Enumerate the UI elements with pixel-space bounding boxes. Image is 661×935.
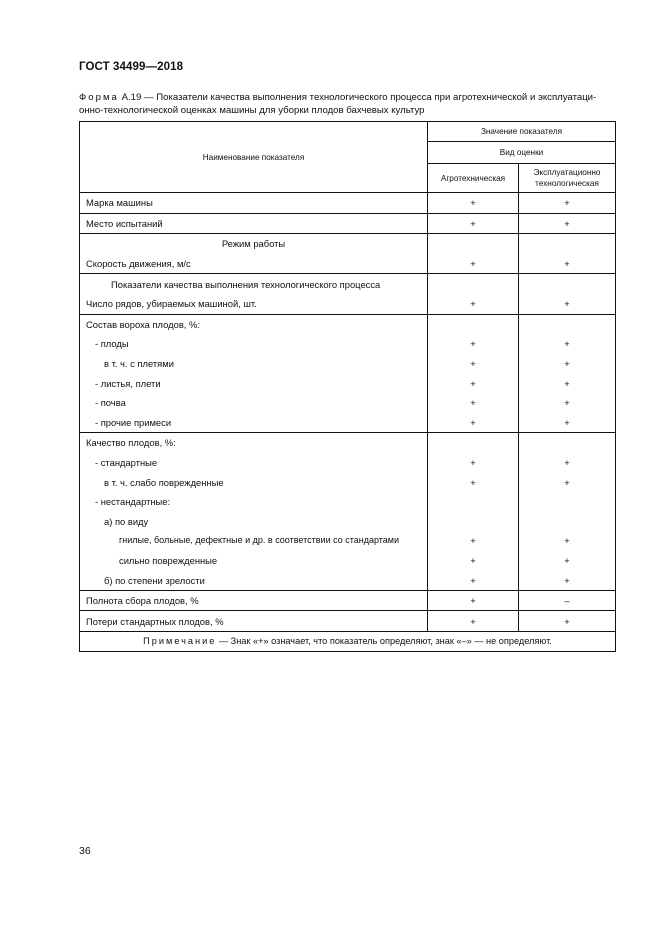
mark-expl [519, 433, 616, 453]
mark-agro: + [428, 570, 519, 590]
mark-expl [519, 314, 616, 334]
row-label: гнилые, больные, дефектные и др. в соответствии со стандартами [80, 531, 428, 551]
mark-agro [428, 314, 519, 334]
mark-expl [519, 274, 616, 294]
table-row [80, 334, 616, 354]
row-label: а) по виду [80, 512, 428, 532]
table-row [80, 433, 616, 453]
row-label: Качество плодов, %: [80, 433, 428, 453]
mark-agro [428, 492, 519, 512]
table-row [80, 314, 616, 334]
col-header-value: Значение показателя [428, 122, 616, 142]
mark-agro: + [428, 551, 519, 571]
row-label: Скорость движения, м/с [80, 254, 428, 274]
mark-expl: + [519, 570, 616, 590]
row-label: - почва [80, 393, 428, 413]
col-header-expl-text: Эксплуатационно технологическая [533, 168, 601, 188]
table-row [80, 551, 616, 571]
note-word: Примечание [143, 636, 217, 647]
mark-agro: + [428, 413, 519, 433]
mark-agro [428, 274, 519, 294]
row-label: Число рядов, убираемых машиной, шт. [80, 294, 428, 314]
section-label: Режим работы [80, 234, 428, 254]
row-label: б) по степени зрелости [80, 570, 428, 590]
section-label: Показатели качества выполнения технологического процесса [80, 274, 428, 294]
row-label: в т. ч. с плетями [80, 354, 428, 374]
row-label: - листья, плети [80, 373, 428, 393]
row-label: сильно поврежденные [80, 551, 428, 571]
row-label: в т. ч. слабо поврежденные [80, 472, 428, 492]
row-label: Потери стандартных плодов, % [80, 611, 428, 632]
table-row [80, 611, 616, 632]
table-row [80, 254, 616, 274]
mark-expl: + [519, 213, 616, 234]
table-row [80, 393, 616, 413]
mark-agro: + [428, 453, 519, 473]
mark-agro: + [428, 254, 519, 274]
table-row [80, 213, 616, 234]
mark-expl: + [519, 453, 616, 473]
table-row [80, 472, 616, 492]
mark-expl: + [519, 393, 616, 413]
mark-expl: + [519, 294, 616, 314]
mark-agro: + [428, 531, 519, 551]
mark-expl: + [519, 531, 616, 551]
table-row [80, 274, 616, 294]
mark-expl: + [519, 373, 616, 393]
mark-expl: + [519, 551, 616, 571]
table-row [80, 234, 616, 254]
mark-agro: + [428, 294, 519, 314]
table-row [80, 373, 616, 393]
row-label: Место испытаний [80, 213, 428, 234]
mark-agro: + [428, 373, 519, 393]
mark-expl: + [519, 354, 616, 374]
mark-expl [519, 234, 616, 254]
indicators-table [79, 121, 616, 652]
mark-agro: + [428, 193, 519, 214]
mark-expl: – [519, 590, 616, 611]
row-label: - нестандартные: [80, 492, 428, 512]
col-header-name: Наименование показателя [80, 122, 428, 193]
table-row [80, 570, 616, 590]
table-row [80, 413, 616, 433]
mark-expl: + [519, 254, 616, 274]
mark-agro [428, 433, 519, 453]
table-row [80, 453, 616, 473]
table-note [80, 632, 616, 652]
mark-agro: + [428, 611, 519, 632]
page-number: 36 [79, 845, 91, 857]
note-text: — Знак «+» означает, что показатель определяют, знак «–» — не определяют. [216, 636, 552, 647]
mark-agro: + [428, 590, 519, 611]
table-row [80, 512, 616, 532]
mark-expl: + [519, 193, 616, 214]
col-header-eval-type: Вид оценки [428, 142, 616, 164]
mark-agro: + [428, 334, 519, 354]
mark-expl [519, 512, 616, 532]
table-row [80, 193, 616, 214]
col-header-agro: Агротехническая [428, 164, 519, 193]
mark-agro [428, 512, 519, 532]
mark-agro: + [428, 393, 519, 413]
mark-expl: + [519, 413, 616, 433]
mark-expl: + [519, 472, 616, 492]
table-row [80, 294, 616, 314]
table-row [80, 354, 616, 374]
table-row [80, 492, 616, 512]
row-label: Полнота сбора плодов, % [80, 590, 428, 611]
table-row [80, 590, 616, 611]
form-word: Форма [79, 92, 119, 103]
row-label: Марка машины [80, 193, 428, 214]
row-label: - прочие примеси [80, 413, 428, 433]
mark-agro: + [428, 354, 519, 374]
mark-agro [428, 234, 519, 254]
row-label: - плоды [80, 334, 428, 354]
mark-agro: + [428, 213, 519, 234]
mark-expl [519, 492, 616, 512]
row-label: - стандартные [80, 453, 428, 473]
mark-agro: + [428, 472, 519, 492]
table-note-row [80, 632, 616, 652]
standard-number: ГОСТ 34499—2018 [79, 61, 184, 73]
form-caption-text: А.19 — Показатели качества выполнения технологического процесса при агротехнической и эксплуатаци-онно-технологической оценках машины для уборки плодов бахчевых культур [79, 92, 597, 116]
row-label: Состав вороха плодов, %: [80, 314, 428, 334]
form-caption [79, 91, 619, 117]
mark-expl: + [519, 611, 616, 632]
table-row [80, 531, 616, 551]
col-header-expl [519, 164, 616, 193]
mark-expl: + [519, 334, 616, 354]
